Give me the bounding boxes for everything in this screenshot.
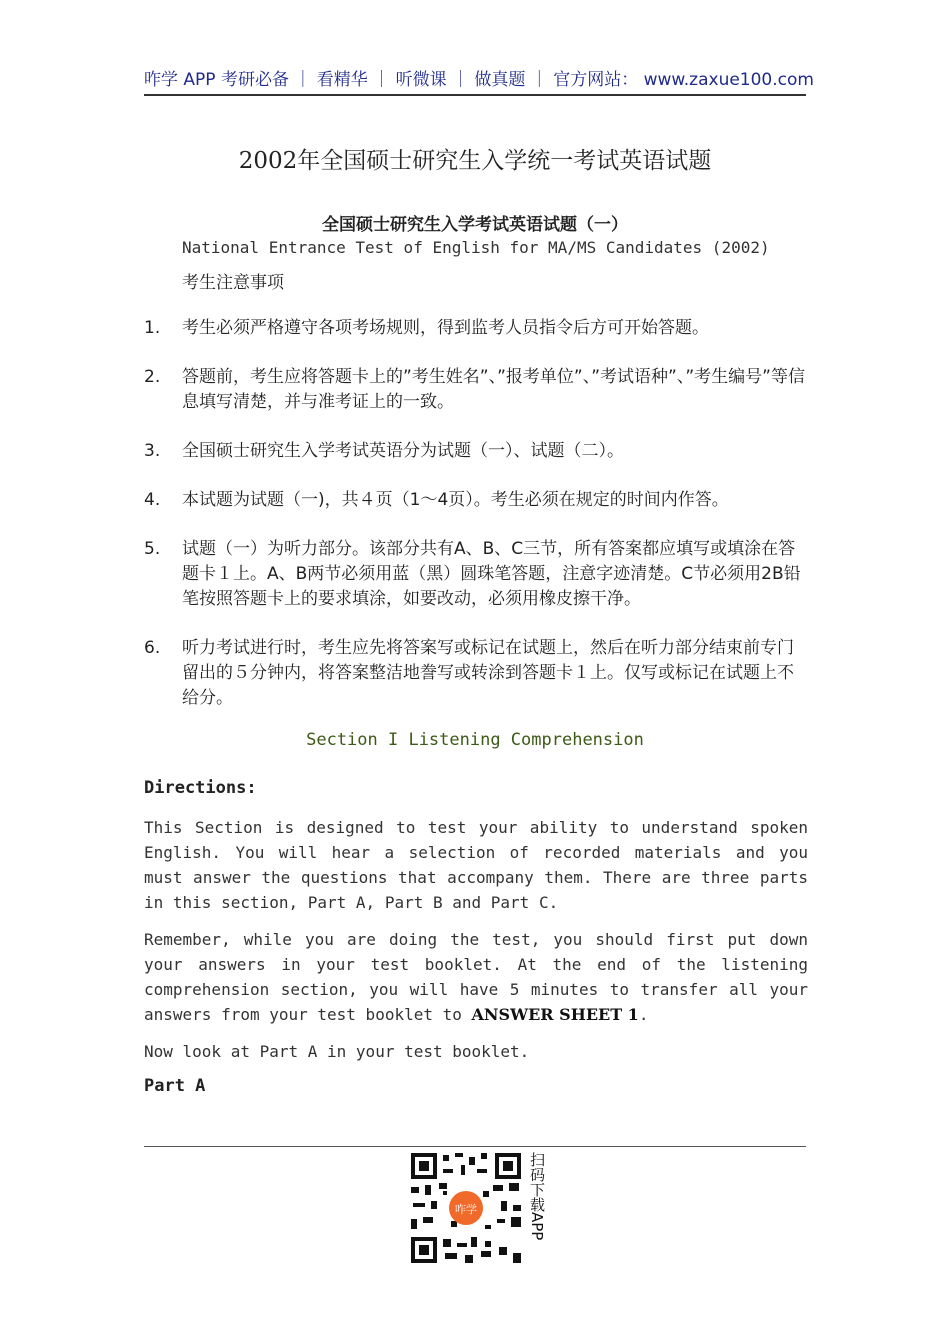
part-label: Part A xyxy=(144,1076,206,1096)
header-site-label: 官方网站： xyxy=(553,70,639,90)
header-link-microcourse[interactable]: 听微课 xyxy=(395,70,447,90)
paragraph-remember-end: . xyxy=(638,1005,649,1024)
header-separator: ｜ xyxy=(451,70,469,90)
qr-logo-text: 咋学 xyxy=(455,1203,477,1216)
header-separator: ｜ xyxy=(530,70,548,90)
rule-number: 6. xyxy=(144,638,161,658)
footer-divider xyxy=(144,1146,806,1147)
rule-text: 本试题为试题（一)，共４页（1～4页）。考生必须在规定的时间内作答。 xyxy=(182,490,729,510)
rule-item xyxy=(144,365,808,415)
rule-item xyxy=(144,439,808,464)
header-link-exams[interactable]: 做真题 xyxy=(474,70,526,90)
paragraph-remember xyxy=(144,927,808,1027)
header-separator: ｜ xyxy=(294,70,312,90)
paragraph-instruction: Now look at Part A in your test booklet. xyxy=(144,1042,530,1061)
section-title: Section I Listening Comprehension xyxy=(306,730,644,750)
rule-text: 考生必须严格遵守各项考场规则，得到监考人员指令后方可开始答题。 xyxy=(182,318,709,338)
rule-item xyxy=(144,488,808,513)
paragraph-remember-text: Remember, while you are doing the test, you should first put down your answers in your test booklet. At the end of the listening comprehension section, you will have 5 minutes to transfer all your answers from your test booklet to xyxy=(144,930,808,1024)
header-link-essence[interactable]: 看精华 xyxy=(316,70,368,90)
rule-number: 2. xyxy=(144,367,161,387)
header-brand: 咋学 APP 考研必备 xyxy=(144,70,289,90)
rule-item xyxy=(144,636,808,711)
rule-number: 1. xyxy=(144,318,161,338)
rule-text: 答题前，考生应将答题卡上的”考生姓名”、”报考单位”、”考试语种”、”考生编号”等信息填写清楚，并与准考证上的一致。 xyxy=(182,367,805,412)
header-site-url[interactable]: www.zaxue100.com xyxy=(643,70,814,90)
document-title: 2002年全国硕士研究生入学统一考试英语试题 xyxy=(238,148,712,174)
english-title: National Entrance Test of English for MA/MS Candidates (2002) xyxy=(182,238,770,257)
page-header xyxy=(144,66,814,96)
rule-number: 4. xyxy=(144,490,161,510)
rule-number: 3. xyxy=(144,441,161,461)
rule-text: 试题（一）为听力部分。该部分共有A、B、C三节，所有答案都应填写或填涂在答题卡１上。A、B两节必须用蓝（黑）圆珠笔答题，注意字迹清楚。C节必须用2B铅笔按照答题卡上的要求填涂，如要改动，必须用橡皮擦干净。 xyxy=(182,539,801,609)
directions-label: Directions: xyxy=(144,778,257,798)
rule-number: 5. xyxy=(144,539,161,559)
paragraph-intro: This Section is designed to test your ability to understand spoken English. You will hear a selection of recorded materials and you must answer the questions that accompany them. There are three parts in this section, Part A, Part B and Part C. xyxy=(144,818,808,912)
notice-heading: 考生注意事项 xyxy=(182,273,284,293)
answer-sheet-label: ANSWER SHEET 1 xyxy=(471,1005,639,1024)
rule-text: 全国硕士研究生入学考试英语分为试题（一）、试题（二）。 xyxy=(182,441,624,461)
header-separator: ｜ xyxy=(373,70,391,90)
rule-text: 听力考试进行时，考生应先将答案写或标记在试题上，然后在听力部分结束前专门留出的５分钟内，将答案整洁地誊写或转涂到答题卡１上。仅写或标记在试题上不给分。 xyxy=(182,638,794,708)
qr-caption: 扫码下载APP xyxy=(528,1152,546,1241)
rule-item xyxy=(144,537,808,612)
rule-item xyxy=(144,316,808,341)
document-subtitle: 全国硕士研究生入学考试英语试题（一） xyxy=(322,215,628,235)
rules-list xyxy=(144,316,808,735)
qr-code[interactable] xyxy=(409,1151,523,1265)
